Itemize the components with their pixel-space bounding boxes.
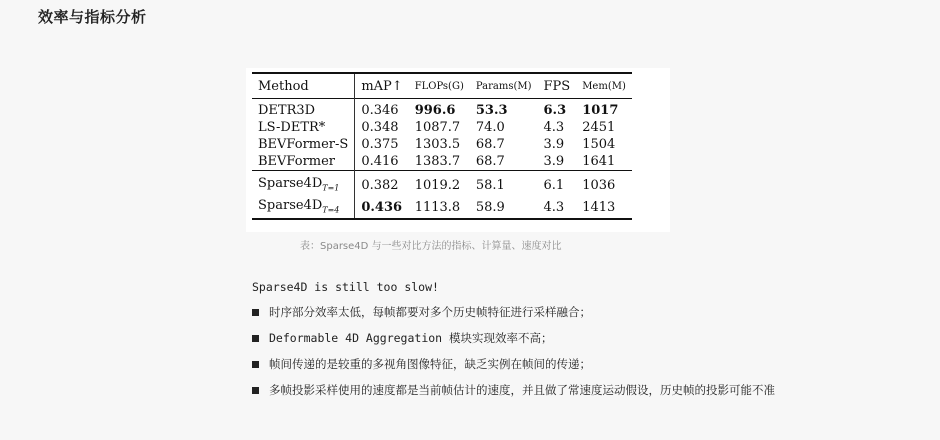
cell-map: 0.416 [361,154,399,169]
table-row [252,197,632,220]
header-map: mAP↑ [361,78,403,94]
cell-map: 0.436 [361,199,403,215]
header-mem: Mem(M) [582,80,626,92]
cell-mem: 1017 [582,103,619,118]
page-title: 效率与指标分析 [38,8,147,26]
cell-method: BEVFormer-S [252,136,355,153]
cell-params: 53.3 [475,103,508,118]
cell-method: LS-DETR* [252,119,355,136]
table-row [252,171,632,197]
cell-fps: 6.3 [543,103,567,118]
cell-method [252,197,355,220]
square-bullet-icon [252,309,259,316]
header-method: Method [252,73,355,99]
cell-params: 68.7 [475,154,505,169]
method-name: Sparse4D [258,176,323,191]
note-text: Deformable 4D Aggregation 模块实现效率不高； [269,331,553,345]
cell-map: 0.375 [361,137,399,152]
notes-section [252,280,829,407]
cell-flops: 996.6 [414,103,456,118]
square-bullet-icon [252,335,259,342]
cell-params: 58.1 [475,178,505,194]
notes-heading: Sparse4D is still too slow! [252,280,439,294]
cell-method: DETR3D [252,99,355,120]
cell-params: 74.0 [475,120,505,135]
table-header-row [252,73,632,99]
header-fps: FPS [543,78,571,94]
cell-map: 0.348 [361,120,399,135]
cell-method: BEVFormer [252,153,355,171]
note-text: 多帧投影采样使用的速度都是当前帧估计的速度，并且做了常速度运动假设，历史帧的投影可能不准 [269,383,775,397]
cell-mem: 2451 [582,120,616,135]
cell-fps: 4.3 [543,120,565,135]
cell-params: 68.7 [475,137,505,152]
cell-mem: 1504 [582,137,616,152]
table-row [252,99,632,120]
table-row [252,119,632,136]
table-row [252,153,632,171]
list-item [252,329,829,347]
cell-fps: 4.3 [543,199,565,215]
method-subscript: T=4 [322,205,340,215]
list-item [252,355,829,373]
cell-map: 0.382 [361,178,399,194]
cell-flops: 1113.8 [414,199,461,215]
cell-fps: 3.9 [543,137,565,152]
cell-mem: 1641 [582,154,616,169]
cell-fps: 6.1 [543,178,565,194]
list-item [252,381,829,399]
list-item [252,303,829,321]
cell-params: 58.9 [475,199,505,215]
cell-fps: 3.9 [543,154,565,169]
header-flops: FLOPs(G) [414,80,464,92]
results-table-card [246,68,670,232]
cell-method [252,171,355,197]
cell-flops: 1383.7 [414,154,461,169]
method-subscript: T=1 [322,183,340,193]
cell-mem: 1413 [582,199,616,215]
cell-map: 0.346 [361,103,399,118]
note-text: 时序部分效率太低，每帧都要对多个历史帧特征进行采样融合； [269,305,591,319]
cell-flops: 1019.2 [414,178,461,194]
cell-mem: 1036 [582,178,616,194]
table-row [252,136,632,153]
square-bullet-icon [252,387,259,394]
method-name: Sparse4D [258,197,323,213]
cell-flops: 1087.7 [414,120,461,135]
square-bullet-icon [252,361,259,368]
table-caption: 表：Sparse4D 与一些对比方法的指标、计算量、速度对比 [300,241,562,252]
cell-flops: 1303.5 [414,137,461,152]
note-text: 帧间传递的是较重的多视角图像特征，缺乏实例在帧间的传递； [269,357,591,371]
header-params: Params(M) [475,80,532,92]
results-table [252,72,632,220]
